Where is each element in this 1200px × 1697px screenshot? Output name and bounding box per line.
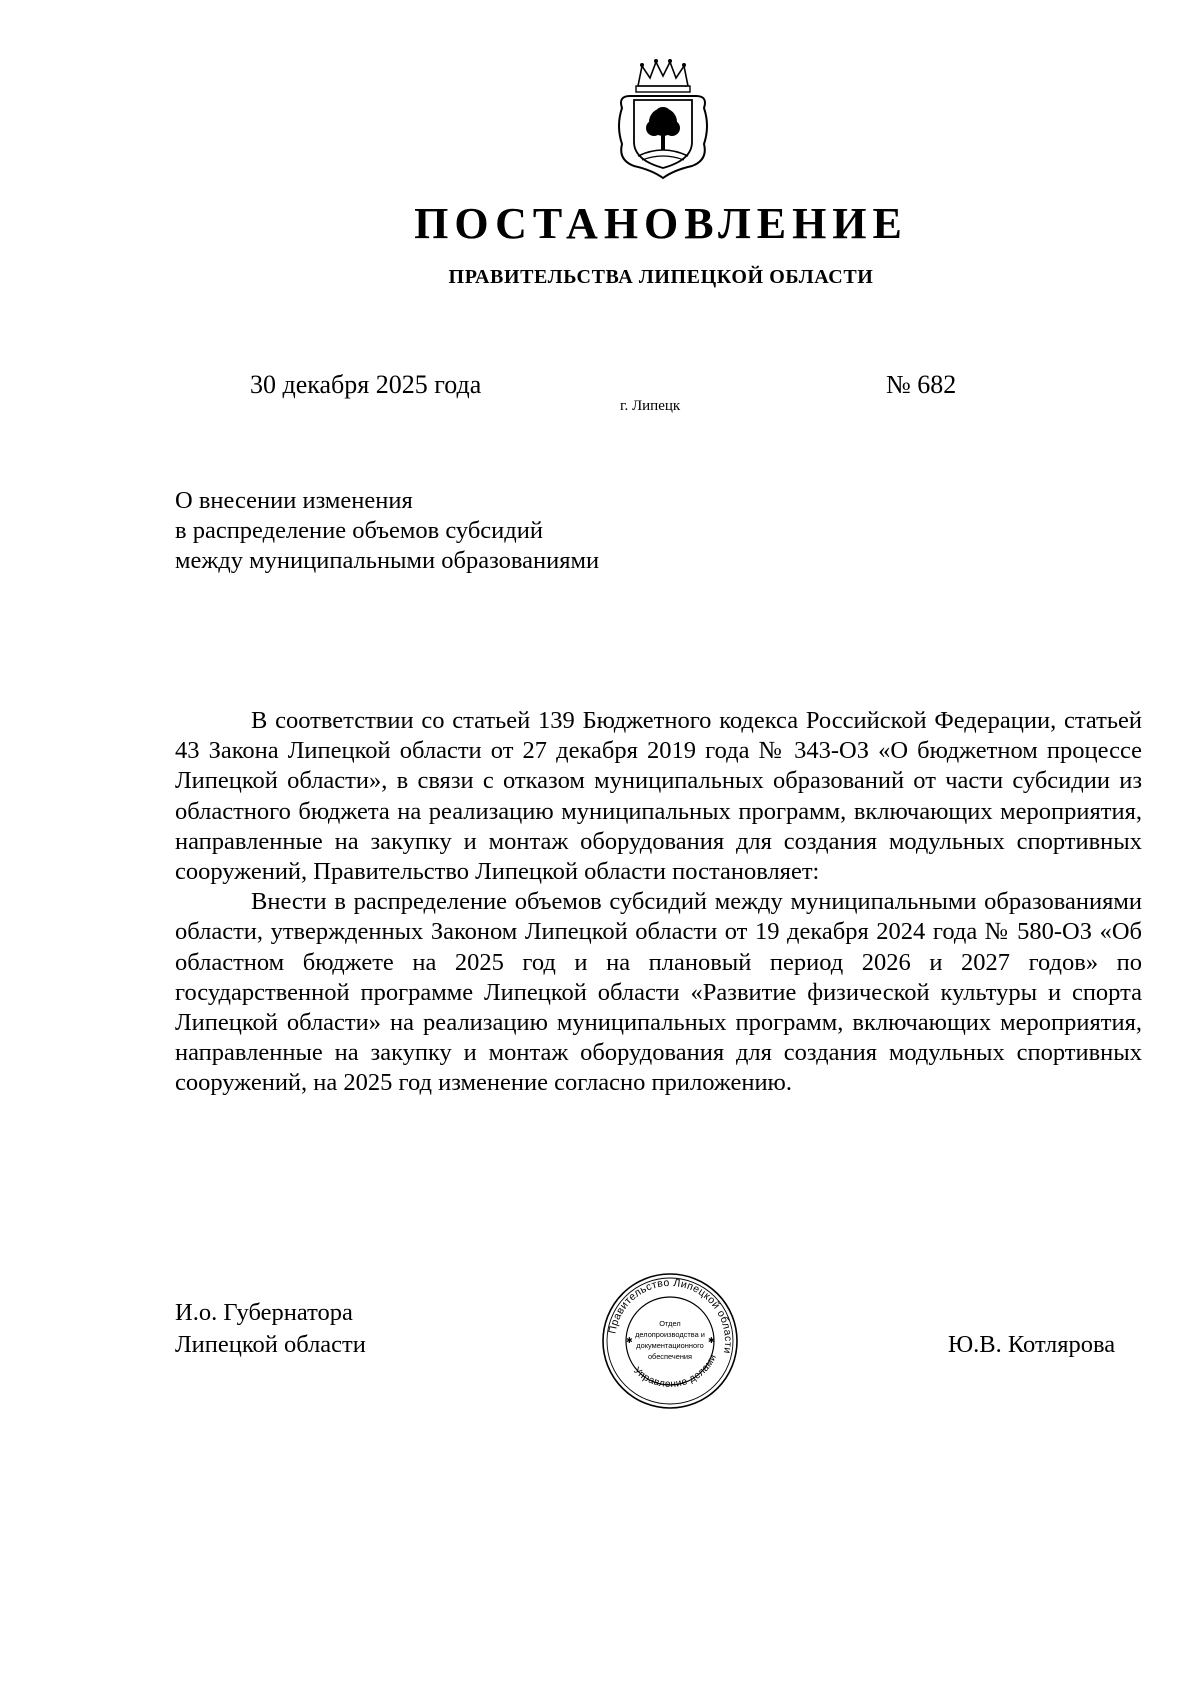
document-body [175,706,1142,1099]
signatory-position-line: Липецкой области [175,1331,366,1358]
svg-text:✱: ✱ [708,1336,715,1345]
document-subtitle: ПРАВИТЕЛЬСТВА ЛИПЕЦКОЙ ОБЛАСТИ [448,266,874,288]
stamp-inner-line: обеспечения [647,1352,693,1361]
signatory-position [175,1297,366,1361]
signatory-position-line: И.о. Губернатора [175,1299,353,1326]
subject-line: между муниципальными образованиями [175,547,600,574]
document-number: № 682 [886,370,957,399]
document-title: ПОСТАНОВЛЕНИЕ [414,199,908,248]
subject-block [175,486,599,576]
stamp-inner-line: делопроизводства и [635,1330,705,1339]
stamp-outer-text: Правительство Липецкой области [606,1276,735,1355]
signatory-name: Ю.В. Котлярова [948,1331,1116,1358]
document-city: г. Липецк [620,398,681,414]
body-paragraph: В соответствии со статьей 139 Бюджетного кодекса Российской Федерации, статьей 43 Закона Липецкой области от 27 декабря 2019 года № 343-ОЗ «О бюджетном процессе Липецкой области», в связи с отказом муниципальных образований от части субсидии из областного бюджета на реализацию муниципальных программ, включающих мероприятия, направленные на закупку и монтаж оборудования для создания модульных спортивных сооружений, Правительство Липецкой области постановляет: [175,707,1142,886]
body-paragraph: Внести в распределение объемов субсидий между муниципальными образованиями области, утвержденных Законом Липецкой области от 19 декабря 2024 года № 580-ОЗ «Об областном бюджете на 2025 год и на плановый период 2026 и 2027 годов» по государственной программе Липецкой области «Развитие физической культуры и спорта Липецкой области» на реализацию муниципальных программ, включающих мероприятия, направленные на закупку и монтаж оборудования для создания модульных спортивных сооружений, на 2025 год изменение согласно приложению. [175,888,1142,1097]
official-stamp-icon [600,1271,740,1411]
stamp-outer-bottom-text: Управление делами [631,1352,720,1391]
svg-text:✱: ✱ [626,1336,633,1345]
subject-line: в распределение объемов субсидий [175,517,543,544]
stamp-inner-line: Отдел [659,1319,681,1328]
coat-of-arms-icon [612,56,714,182]
subject-line: О внесении изменения [175,487,413,514]
document-date: 30 декабря 2025 года [250,370,482,399]
stamp-inner-line: документационного [636,1341,704,1350]
